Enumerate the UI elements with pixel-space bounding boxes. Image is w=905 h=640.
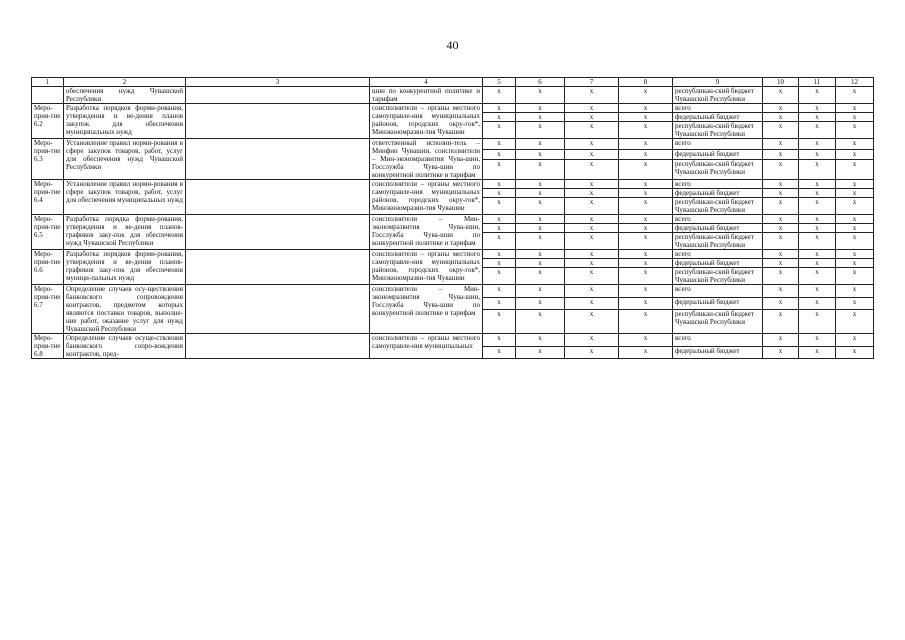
column-number: 9: [673, 78, 763, 87]
activity-name: Установление правил норми-рования в сфере закупок товаров, работ, услуг для обеспечения муниципальных нужд: [64, 180, 186, 215]
cell-mark: x: [799, 268, 836, 285]
cell-mark: x: [799, 285, 836, 298]
cell-mark: x: [619, 189, 673, 198]
cell-mark: x: [799, 122, 836, 139]
funding-source: федеральный бюджет: [673, 189, 763, 198]
activity-blank: [186, 250, 370, 285]
table-row: [32, 285, 874, 298]
cell-mark: x: [763, 149, 799, 160]
funding-source: республикан-ский бюджет Чувашской Республики: [673, 160, 763, 180]
cell-mark: x: [516, 87, 565, 104]
activity-code: Меро-прия-тие 6.7: [32, 285, 64, 334]
cell-mark: x: [565, 310, 619, 334]
cell-mark: x: [763, 297, 799, 310]
funding-source: республикан-ский бюджет Чувашской Республики: [673, 310, 763, 334]
column-number: 4: [370, 78, 483, 87]
cell-mark: x: [619, 346, 673, 359]
cell-mark: x: [836, 180, 874, 189]
cell-mark: x: [619, 149, 673, 160]
cell-mark: x: [619, 215, 673, 224]
cell-mark: x: [836, 139, 874, 150]
table-row: [32, 334, 874, 347]
cell-mark: x: [836, 250, 874, 259]
cell-mark: x: [565, 285, 619, 298]
column-number: 7: [565, 78, 619, 87]
cell-mark: x: [619, 198, 673, 215]
cell-mark: x: [516, 113, 565, 122]
cell-mark: x: [516, 250, 565, 259]
cell-mark: x: [763, 334, 799, 347]
activity-code: Меро-прия-тие 6.6: [32, 250, 64, 285]
cell-mark: x: [619, 285, 673, 298]
activity-blank: [186, 334, 370, 359]
cell-mark: x: [763, 139, 799, 150]
cell-mark: x: [565, 259, 619, 268]
cell-mark: x: [836, 297, 874, 310]
cell-mark: x: [763, 113, 799, 122]
cell-mark: x: [565, 113, 619, 122]
table-row: [32, 87, 874, 104]
cell-mark: x: [836, 285, 874, 298]
activity-blank: [186, 87, 370, 104]
table-row: [32, 139, 874, 150]
column-number-row: [32, 78, 874, 87]
cell-mark: x: [763, 233, 799, 250]
activity-responsible: соисполнители – Мин-экономразвития Чува-шии, Госслужба Чува-шии по конкурентной политике и тарифам: [370, 285, 483, 334]
cell-mark: x: [619, 122, 673, 139]
cell-mark: x: [836, 122, 874, 139]
funding-source: федеральный бюджет: [673, 297, 763, 310]
cell-mark: x: [619, 87, 673, 104]
cell-mark: x: [836, 198, 874, 215]
cell-mark: x: [619, 310, 673, 334]
cell-mark: x: [619, 268, 673, 285]
cell-mark: x: [565, 160, 619, 180]
cell-mark: x: [516, 259, 565, 268]
cell-mark: x: [516, 180, 565, 189]
cell-mark: x: [799, 139, 836, 150]
cell-mark: x: [483, 104, 516, 113]
cell-mark: x: [763, 215, 799, 224]
funding-source: федеральный бюджет: [673, 259, 763, 268]
cell-mark: x: [483, 259, 516, 268]
cell-mark: x: [483, 113, 516, 122]
cell-mark: x: [763, 250, 799, 259]
cell-mark: x: [516, 122, 565, 139]
funding-source: всего: [673, 285, 763, 298]
cell-mark: x: [763, 122, 799, 139]
cell-mark: x: [516, 160, 565, 180]
cell-mark: x: [516, 104, 565, 113]
cell-mark: x: [516, 139, 565, 150]
cell-mark: x: [483, 285, 516, 298]
cell-mark: x: [836, 268, 874, 285]
funding-source: всего: [673, 250, 763, 259]
cell-mark: x: [799, 297, 836, 310]
page-number: 40: [446, 38, 459, 52]
activity-name: Определение случаев осу-ществления банковского сопровождения контрактов, предметом которых являются поставки товаров, выполне-ние работ, оказание услуг для нужд Чувашской Республики: [64, 285, 186, 334]
cell-mark: x: [799, 233, 836, 250]
cell-mark: x: [836, 113, 874, 122]
cell-mark: x: [763, 259, 799, 268]
cell-mark: x: [836, 310, 874, 334]
cell-mark: x: [763, 180, 799, 189]
cell-mark: x: [836, 149, 874, 160]
activity-name: Разработка порядков форми-рования, утверждения и ве-дения планов закупок для обеспечения муниципальных нужд: [64, 104, 186, 139]
cell-mark: x: [799, 87, 836, 104]
cell-mark: x: [565, 334, 619, 347]
funding-source: республикан-ский бюджет Чувашской Республики: [673, 268, 763, 285]
cell-mark: x: [799, 259, 836, 268]
activity-responsible: соисполнители – органы местного самоуправле-ния муниципальных районов, городских окру-гов*, Минэкономразви-тия Чувашии: [370, 104, 483, 139]
cell-mark: x: [565, 189, 619, 198]
cell-mark: x: [516, 346, 565, 359]
funding-source: федеральный бюджет: [673, 346, 763, 359]
funding-source: всего: [673, 139, 763, 150]
funding-source: всего: [673, 215, 763, 224]
cell-mark: x: [516, 297, 565, 310]
cell-mark: x: [516, 224, 565, 233]
activity-responsible: соисполнители – органы местного самоуправле-ния муниципальных: [370, 334, 483, 359]
cell-mark: x: [565, 180, 619, 189]
funding-source: федеральный бюджет: [673, 224, 763, 233]
activity-responsible: соисполнители – органы местного самоуправле-ния муниципальных районов, городских окру-гов*, Минэкономразви-тия Чувашии: [370, 250, 483, 285]
cell-mark: x: [763, 87, 799, 104]
cell-mark: x: [483, 87, 516, 104]
cell-mark: x: [619, 180, 673, 189]
cell-mark: x: [483, 189, 516, 198]
column-number: 5: [483, 78, 516, 87]
cell-mark: x: [799, 160, 836, 180]
cell-mark: x: [516, 198, 565, 215]
cell-mark: x: [763, 268, 799, 285]
activity-name: Разработка порядка форми-рования, утверждения и ве-дения планов-графиков заку-пок для обеспечения нужд Чувашской Республики: [64, 215, 186, 250]
column-number: 6: [516, 78, 565, 87]
funding-source: республикан-ский бюджет Чувашской Республики: [673, 87, 763, 104]
cell-mark: x: [565, 250, 619, 259]
column-number: 2: [64, 78, 186, 87]
program-table: [31, 77, 874, 359]
funding-source: республикан-ский бюджет Чувашской Республики: [673, 198, 763, 215]
cell-mark: x: [836, 87, 874, 104]
cell-mark: x: [516, 310, 565, 334]
cell-mark: x: [483, 250, 516, 259]
cell-mark: x: [836, 259, 874, 268]
cell-mark: x: [565, 233, 619, 250]
cell-mark: x: [565, 198, 619, 215]
cell-mark: x: [763, 160, 799, 180]
activity-code: Меро-прия-тие 6.4: [32, 180, 64, 215]
table-row: [32, 180, 874, 189]
funding-source: республикан-ский бюджет Чувашской Республики: [673, 122, 763, 139]
funding-source: федеральный бюджет: [673, 113, 763, 122]
cell-mark: x: [619, 259, 673, 268]
cell-mark: x: [516, 149, 565, 160]
column-number: 1: [32, 78, 64, 87]
column-number: 12: [836, 78, 874, 87]
cell-mark: x: [763, 198, 799, 215]
cell-mark: x: [483, 215, 516, 224]
cell-mark: x: [619, 250, 673, 259]
cell-mark: x: [799, 189, 836, 198]
cell-mark: x: [836, 215, 874, 224]
cell-mark: x: [836, 346, 874, 359]
cell-mark: x: [483, 346, 516, 359]
column-number: 3: [186, 78, 370, 87]
cell-mark: x: [565, 104, 619, 113]
cell-mark: x: [799, 310, 836, 334]
cell-mark: x: [565, 297, 619, 310]
activity-name: Разработка порядков форми-рования, утверждения и ве-дения планов-графиков заку-пок для обеспечения муници-пальных нужд: [64, 250, 186, 285]
cell-mark: x: [619, 104, 673, 113]
cell-mark: x: [836, 160, 874, 180]
cell-mark: x: [565, 122, 619, 139]
cell-mark: x: [565, 346, 619, 359]
funding-source: всего: [673, 104, 763, 113]
cell-mark: x: [516, 233, 565, 250]
cell-mark: x: [565, 87, 619, 104]
cell-mark: x: [619, 139, 673, 150]
cell-mark: x: [836, 189, 874, 198]
activity-blank: [186, 180, 370, 215]
column-number: 11: [799, 78, 836, 87]
cell-mark: x: [836, 224, 874, 233]
cell-mark: x: [799, 250, 836, 259]
cell-mark: x: [483, 310, 516, 334]
cell-mark: x: [483, 334, 516, 347]
cell-mark: x: [619, 113, 673, 122]
activity-name: обеспечения нужд Чувашской Республики: [64, 87, 186, 104]
cell-mark: x: [799, 149, 836, 160]
cell-mark: x: [619, 297, 673, 310]
cell-mark: x: [836, 334, 874, 347]
cell-mark: x: [516, 268, 565, 285]
activity-responsible: шин по конкурентной политике и тарифам: [370, 87, 483, 104]
cell-mark: x: [483, 139, 516, 150]
cell-mark: x: [565, 149, 619, 160]
column-number: 8: [619, 78, 673, 87]
cell-mark: x: [565, 268, 619, 285]
activity-code: [32, 87, 64, 104]
cell-mark: x: [619, 334, 673, 347]
cell-mark: x: [836, 104, 874, 113]
activity-blank: [186, 139, 370, 180]
cell-mark: x: [565, 139, 619, 150]
funding-source: республикан-ский бюджет Чувашской Республики: [673, 233, 763, 250]
cell-mark: x: [799, 113, 836, 122]
activity-responsible: соисполнители – органы местного самоуправле-ния муниципальных районов, городских окру-гов*, Минэкономразви-тия Чувашии: [370, 180, 483, 215]
cell-mark: x: [619, 224, 673, 233]
cell-mark: x: [836, 233, 874, 250]
cell-mark: x: [799, 104, 836, 113]
cell-mark: x: [763, 285, 799, 298]
cell-mark: x: [763, 346, 799, 359]
activity-name: Установление правил норми-рования в сфере закупок товаров, работ, услуг для обеспечения нужд Чувашской Республики: [64, 139, 186, 180]
table-row: [32, 215, 874, 224]
cell-mark: x: [799, 346, 836, 359]
cell-mark: x: [483, 297, 516, 310]
cell-mark: x: [516, 215, 565, 224]
cell-mark: x: [483, 268, 516, 285]
cell-mark: x: [565, 215, 619, 224]
cell-mark: x: [763, 224, 799, 233]
cell-mark: x: [483, 233, 516, 250]
cell-mark: x: [483, 224, 516, 233]
cell-mark: x: [799, 334, 836, 347]
cell-mark: x: [619, 233, 673, 250]
cell-mark: x: [763, 189, 799, 198]
funding-source: всего: [673, 180, 763, 189]
activity-responsible: соисполнители – Мин-экономразвития Чува-шии, Госслужба Чува-шии по конкурентной политике и тарифам: [370, 215, 483, 250]
funding-source: всего: [673, 334, 763, 347]
activity-blank: [186, 215, 370, 250]
activity-code: Меро-прия-тие 6.3: [32, 139, 64, 180]
cell-mark: x: [799, 180, 836, 189]
cell-mark: x: [483, 198, 516, 215]
cell-mark: x: [565, 224, 619, 233]
activity-blank: [186, 285, 370, 334]
cell-mark: x: [483, 180, 516, 189]
column-number: 10: [763, 78, 799, 87]
funding-source: федеральный бюджет: [673, 149, 763, 160]
cell-mark: x: [619, 160, 673, 180]
cell-mark: x: [516, 334, 565, 347]
cell-mark: x: [483, 160, 516, 180]
cell-mark: x: [483, 122, 516, 139]
table-row: [32, 250, 874, 259]
cell-mark: x: [483, 149, 516, 160]
cell-mark: x: [799, 215, 836, 224]
activity-code: Меро-прия-тие 6.5: [32, 215, 64, 250]
cell-mark: x: [516, 189, 565, 198]
activity-code: Меро-прия-тие 6.2: [32, 104, 64, 139]
cell-mark: x: [763, 104, 799, 113]
cell-mark: x: [763, 310, 799, 334]
activity-name: Определение случаев осуще-ствления банковского сопро-вождения контрактов, пред-: [64, 334, 186, 359]
cell-mark: x: [799, 198, 836, 215]
activity-responsible: ответственный исполни-тель – Минфин Чувашии, соисполнители – Мин-экономразвития Чува-шии, Госслужба Чува-шии по конкурентной политике и тарифам: [370, 139, 483, 180]
cell-mark: x: [799, 224, 836, 233]
activity-code: Меро-прия-тие 6.8: [32, 334, 64, 359]
activity-blank: [186, 104, 370, 139]
table-row: [32, 104, 874, 113]
cell-mark: x: [516, 285, 565, 298]
